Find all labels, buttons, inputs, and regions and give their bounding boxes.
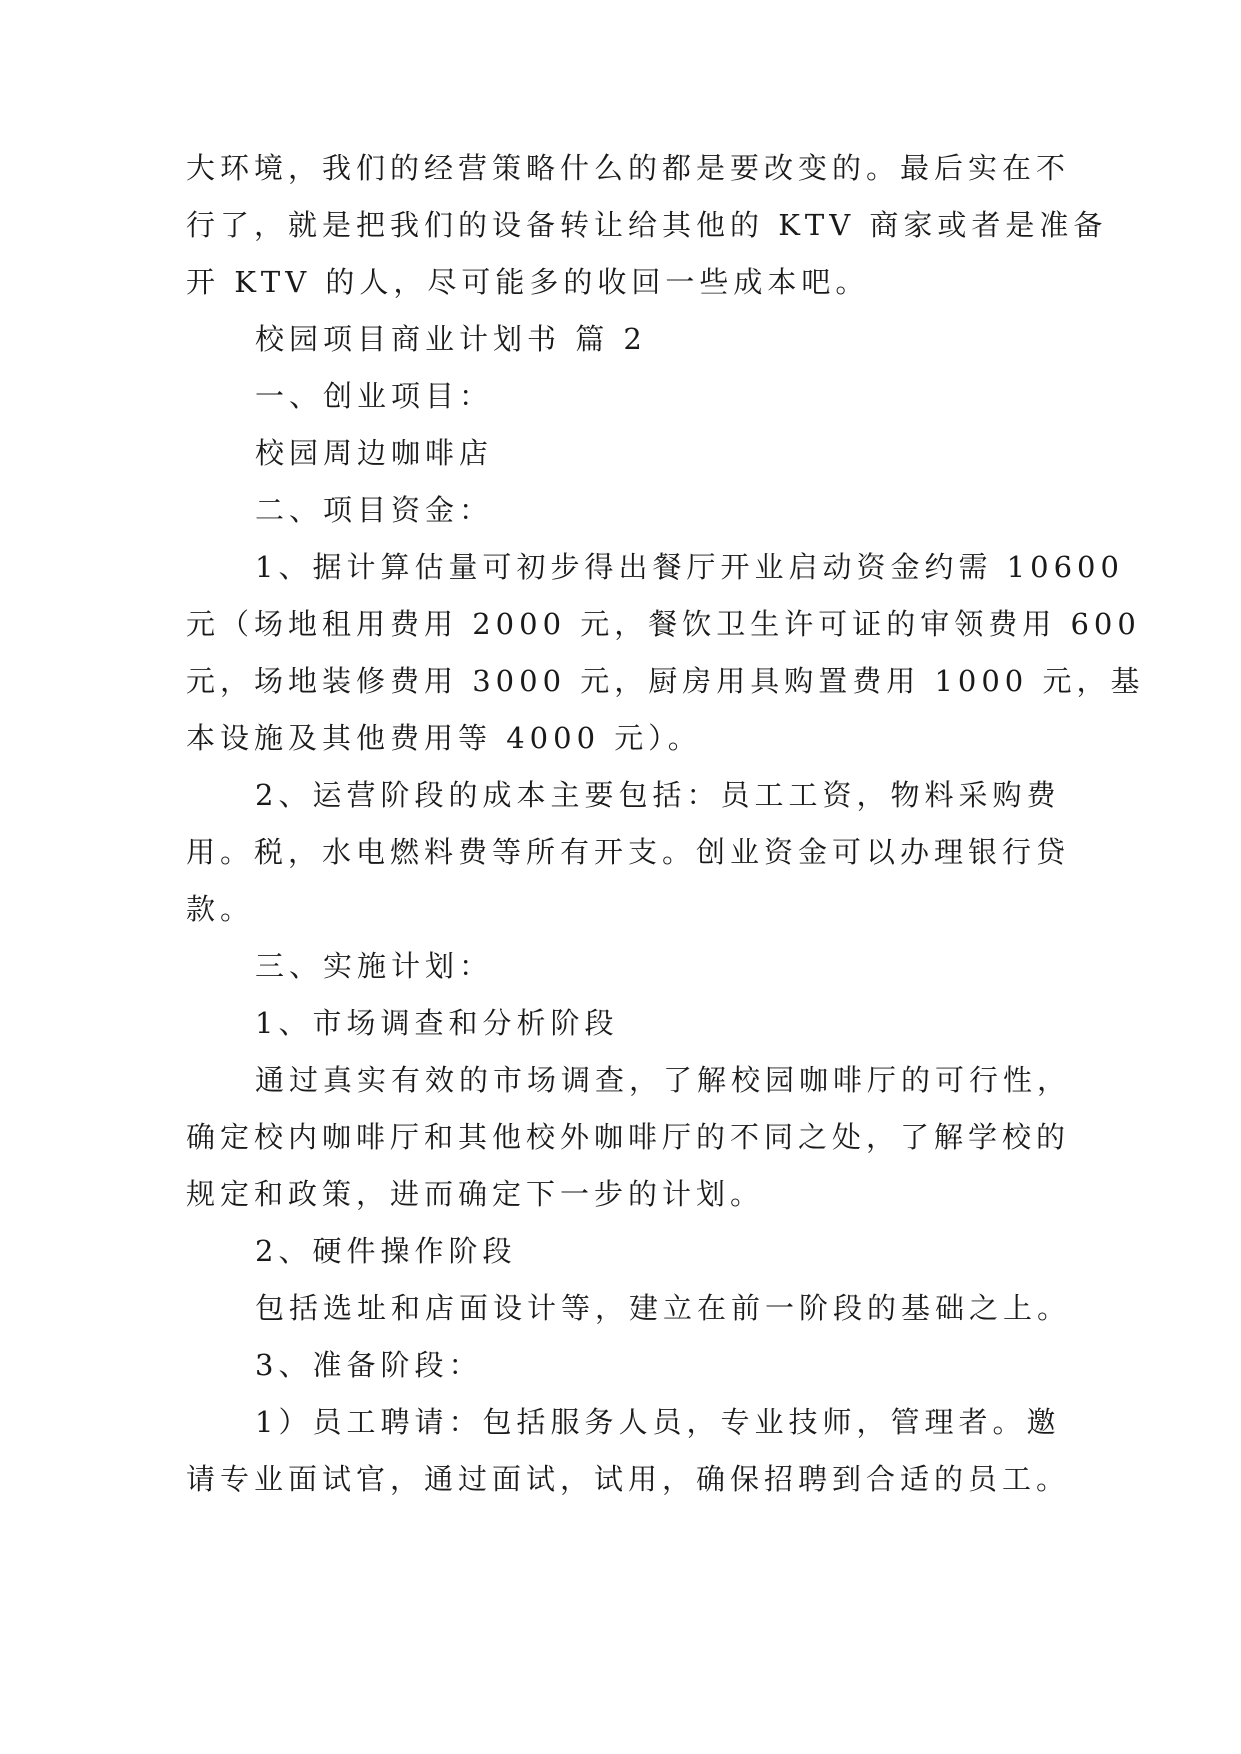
section-title: 校园项目商业计划书 篇 2 — [255, 322, 647, 356]
text-line: 开 KTV 的人，尽可能多的收回一些成本吧。 — [186, 265, 870, 299]
text-line: 1、市场调查和分析阶段 — [255, 1006, 619, 1040]
text-line: 2、运营阶段的成本主要包括：员工工资，物料采购费 — [255, 778, 1061, 812]
text-line: 3、准备阶段： — [255, 1348, 483, 1382]
text-line: 1）员工聘请：包括服务人员，专业技师，管理者。邀 — [255, 1405, 1061, 1439]
text-line: 包括选址和店面设计等，建立在前一阶段的基础之上。 — [255, 1291, 1072, 1325]
text-line: 元（场地租用费用 2000 元，餐饮卫生许可证的审领费用 600 — [186, 607, 1141, 641]
heading: 一、创业项目： — [255, 379, 494, 413]
text-line: 2、硬件操作阶段 — [255, 1234, 517, 1268]
text-line: 通过真实有效的市场调查，了解校园咖啡厅的可行性， — [255, 1063, 1072, 1097]
text-line: 请专业面试官，通过面试，试用，确保招聘到合适的员工。 — [186, 1462, 1071, 1496]
text-line: 款。 — [186, 892, 255, 926]
text-line: 元，场地装修费用 3000 元，厨房用具购置费用 1000 元，基 — [186, 664, 1145, 698]
text-line: 行了，就是把我们的设备转让给其他的 KTV 商家或者是准备 — [186, 208, 1108, 242]
heading: 三、实施计划： — [255, 949, 494, 983]
text-line: 校园周边咖啡店 — [255, 436, 494, 470]
text-line: 大环境，我们的经营策略什么的都是要改变的。最后实在不 — [186, 151, 1071, 185]
text-line: 确定校内咖啡厅和其他校外咖啡厅的不同之处，了解学校的 — [186, 1120, 1071, 1154]
text-line: 用。税，水电燃料费等所有开支。创业资金可以办理银行贷 — [186, 835, 1071, 869]
text-line: 1、据计算估量可初步得出餐厅开业启动资金约需 10600 — [255, 550, 1124, 584]
text-line: 规定和政策，进而确定下一步的计划。 — [186, 1177, 765, 1211]
text-line: 本设施及其他费用等 4000 元）。 — [186, 721, 702, 755]
heading: 二、项目资金： — [255, 493, 494, 527]
